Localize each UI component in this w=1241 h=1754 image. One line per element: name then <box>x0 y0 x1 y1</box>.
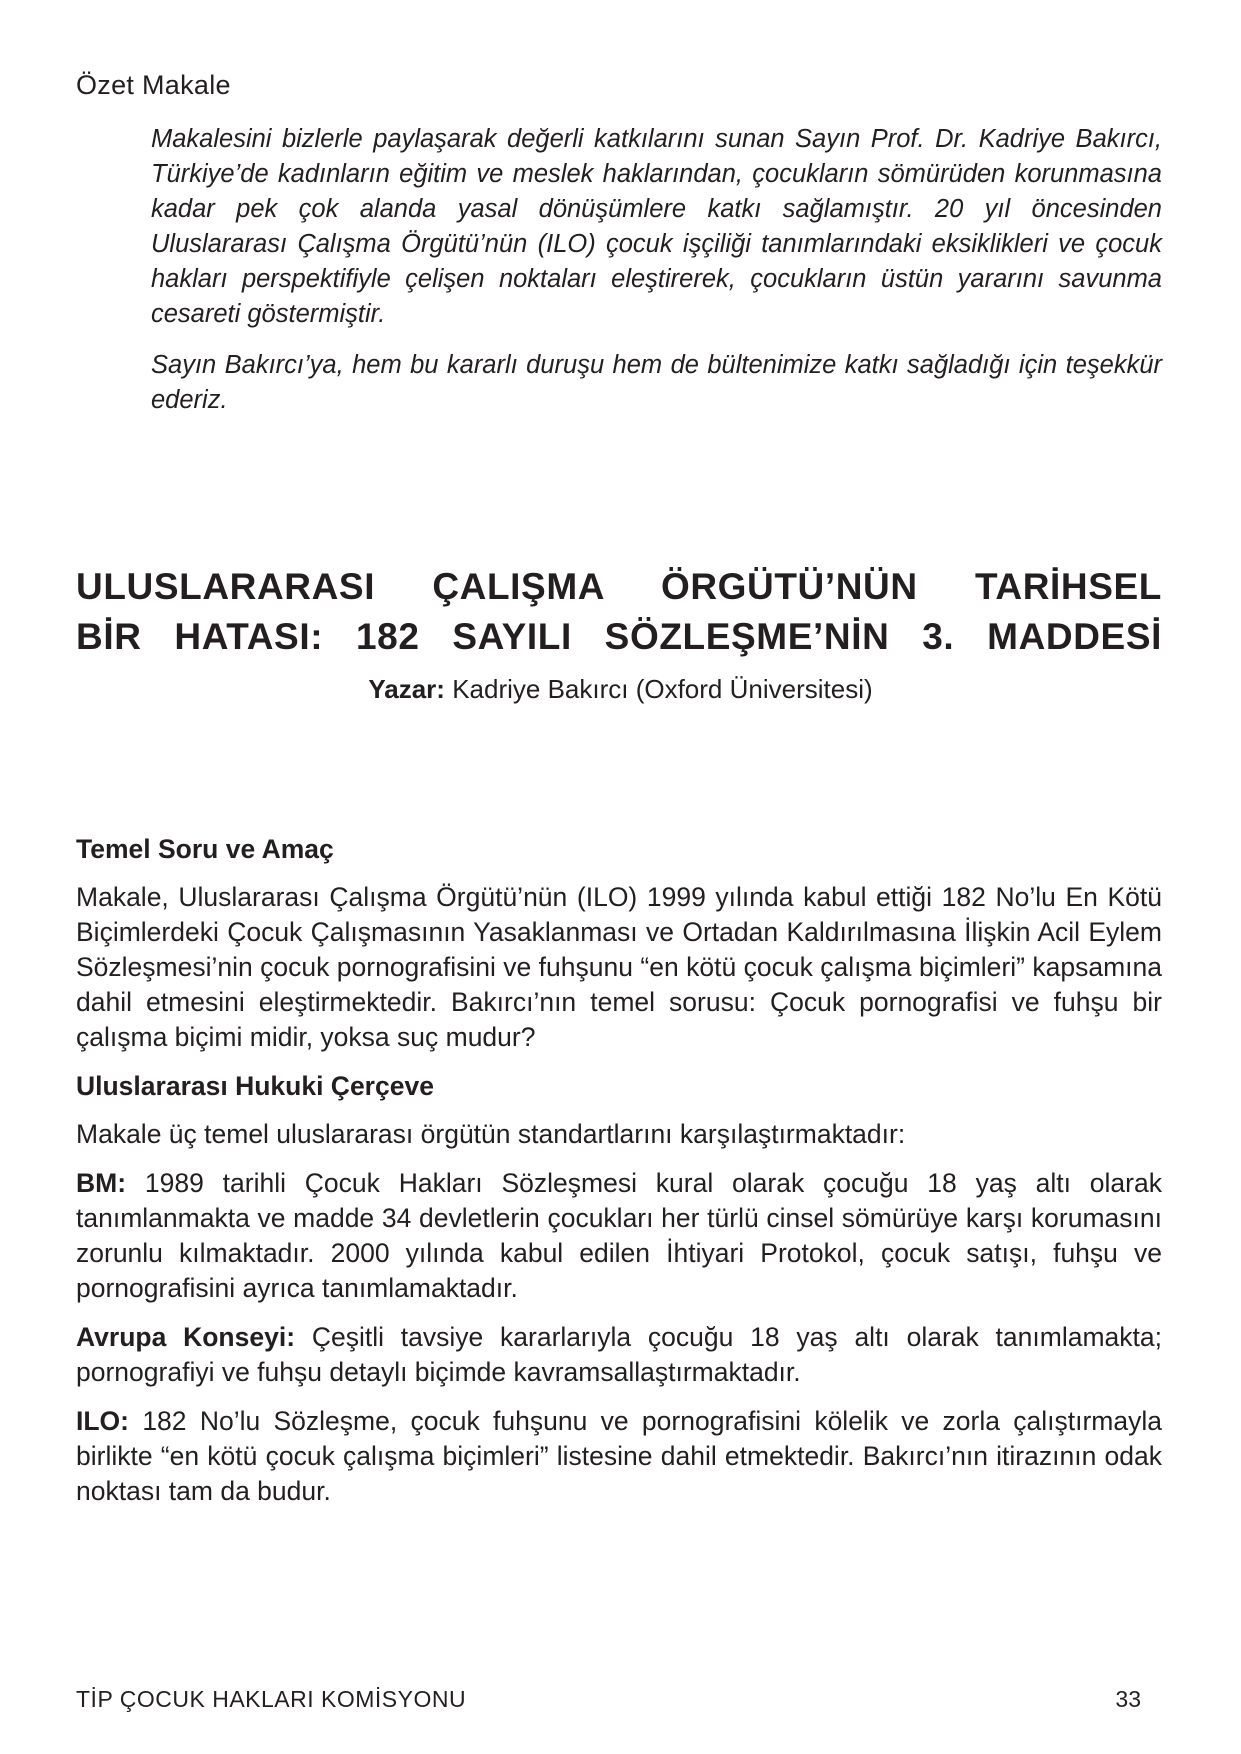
label-ilo: ILO: <box>76 1406 129 1436</box>
section-paragraph-basic-question: Makale, Uluslararası Çalışma Örgütü’nün (ILO) 1999 yılında kabul ettiği 182 No’lu En Kötü Biçimlerdeki Çocuk Çalışmasının Yasaklanması ve Ortadan Kaldırılmasına İlişkin Acil Eylem Sözleşmesi’nin çocuk pornografisini ve fuhşunu “en kötü çocuk çalışma biçimleri” kapsamına dahil etmesini eleştirmektedir. Bakırcı’nın temel sorusu: Çocuk pornografisi ve fuhşu bir çalışma biçimi midir, yoksa suç mudur? <box>76 882 1162 1052</box>
article-title-line-1: ULUSLARARASI ÇALIŞMA ÖRGÜTÜ’NÜN TARİHSEL <box>76 566 1162 607</box>
label-bm: BM: <box>76 1168 127 1198</box>
text-council-of-europe: Çeşitli tavsiye kararlarıyla çocuğu 18 yaş altı olarak tanımlamakta; pornografiyi ve fuhşu detaylı biçimde kavramsallaştırmaktadır. <box>76 1322 1162 1387</box>
footer-publisher: TİP ÇOCUK HAKLARI KOMİSYONU <box>76 1686 467 1712</box>
author-line <box>0 674 1241 705</box>
summary-block <box>151 122 1162 434</box>
text-bm: 1989 tarihli Çocuk Hakları Sözleşmesi kural olarak çocuğu 18 yaş altı olarak tanımlanmakta ve madde 34 devletlerin çocukları her türlü cinsel sömürüye karşı korumasını zorunlu kılmaktadır. 2000 yılında kabul edilen İhtiyari Protokol, çocuk satışı, fuhşu ve pornografisini ayrıca tanımlamaktadır. <box>76 1168 1162 1303</box>
section-heading-basic-question: Temel Soru ve Amaç <box>76 834 334 864</box>
paragraph-bm <box>76 1166 1162 1306</box>
author-label: Yazar: <box>368 674 445 704</box>
paragraph-council-of-europe <box>76 1320 1162 1390</box>
text-ilo: 182 No’lu Sözleşme, çocuk fuhşunu ve pornografisini kölelik ve zorla çalıştırmayla birlikte “en kötü çocuk çalışma biçimleri” listesine dahil etmektedir. Bakırcı’nın itirazının odak noktası tam da budur. <box>76 1406 1162 1506</box>
label-council-of-europe: Avrupa Konseyi: <box>76 1322 296 1352</box>
footer-page-number: 33 <box>1115 1686 1141 1712</box>
article-title <box>76 562 1162 662</box>
summary-paragraph-2: Sayın Bakırcı’ya, hem bu kararlı duruşu hem de bültenimize katkı sağladığı için teşekkür ederiz. <box>151 351 1162 414</box>
paragraph-ilo <box>76 1404 1162 1509</box>
summary-heading: Özet Makale <box>76 70 231 100</box>
author-value: Kadriye Bakırcı (Oxford Üniversitesi) <box>452 674 873 704</box>
article-body <box>76 832 1162 1523</box>
article-title-line-2: BİR HATASI: 182 SAYILI SÖZLEŞME’NİN 3. MADDESİ <box>76 616 1162 657</box>
section-heading-legal-framework: Uluslararası Hukuki Çerçeve <box>76 1071 434 1101</box>
summary-paragraph-1: Makalesini bizlerle paylaşarak değerli katkılarını sunan Sayın Prof. Dr. Kadriye Bakırcı, Türkiye’de kadınların eğitim ve meslek haklarından, çocukların sömürüden korunmasına kadar pek çok alanda yasal dönüşümlere katkı sağlamıştır. 20 yıl öncesinden Uluslararası Çalışma Örgütü’nün (ILO) çocuk işçiliği tanımlarındaki eksiklikleri ve çocuk hakları perspektifiyle çelişen noktaları eleştirerek, çocukların üstün yararını savunma cesareti göstermiştir. <box>151 125 1162 328</box>
legal-framework-intro: Makale üç temel uluslararası örgütün standartlarını karşılaştırmaktadır: <box>76 1119 906 1149</box>
